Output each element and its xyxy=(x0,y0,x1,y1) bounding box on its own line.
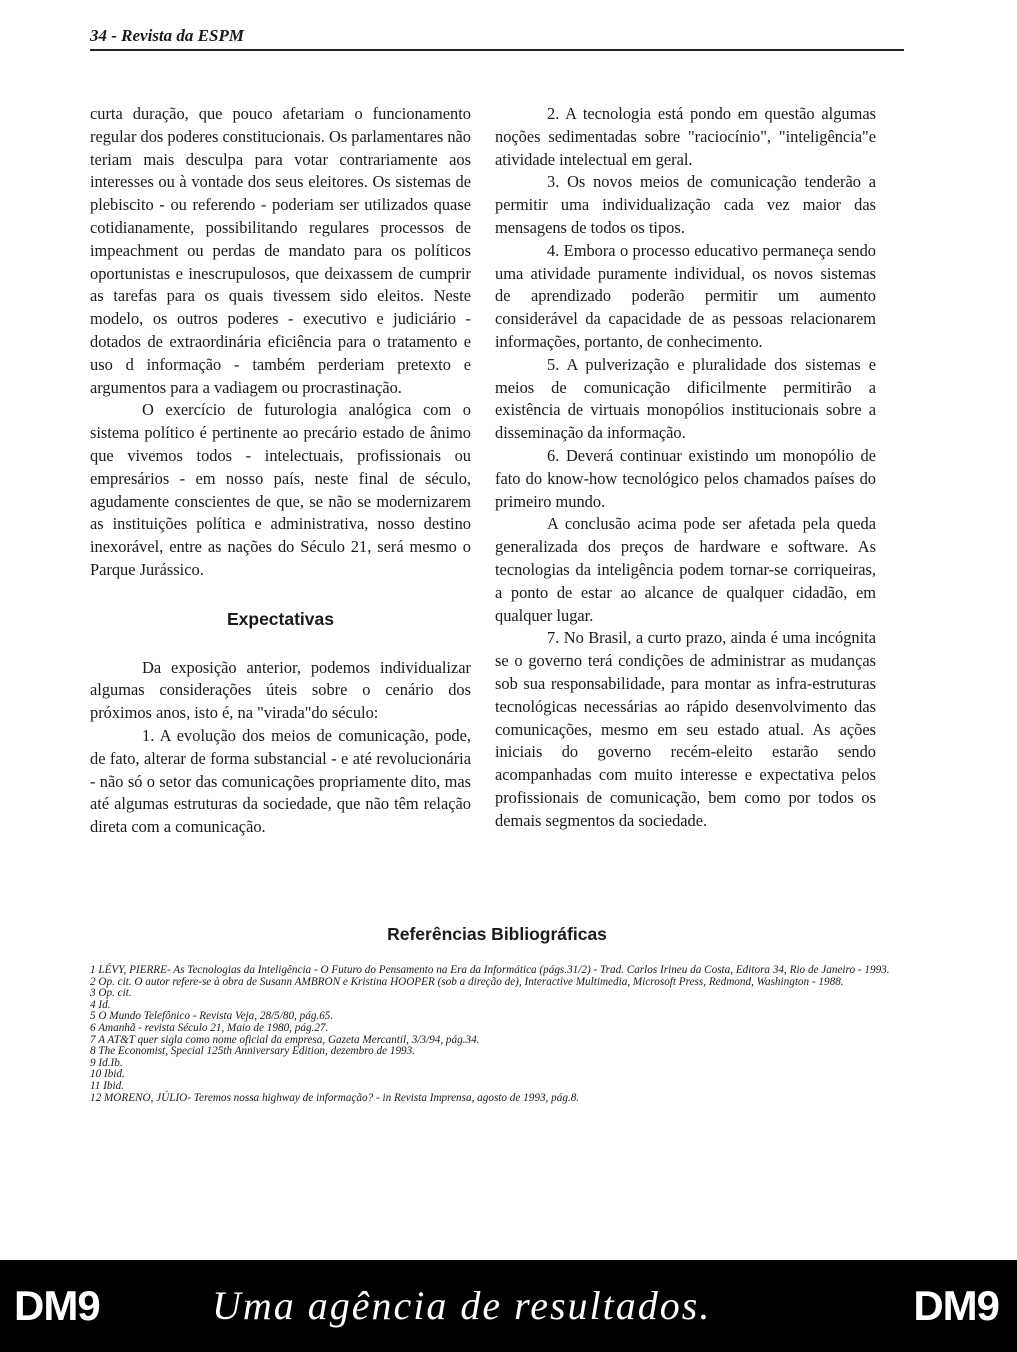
paragraph: 3. Os novos meios de comunicação tenderão a permitir uma individualização cada vez maior das mensagens de todos os tipos. xyxy=(495,172,876,237)
banner-slogan: Uma agência de resultados. xyxy=(212,1283,712,1328)
reference-item: 6 Amanhã - revista Século 21, Maio de 1980, pág.27. xyxy=(90,1021,329,1034)
paragraph: 1. A evolução dos meios de comunicação, pode, de fato, alterar de forma substancial - e até revolucionária - não só o setor das comunicações propriamente dito, mas até algumas estruturas da sociedade, que não têm relação direta com a comunicação. xyxy=(90,725,471,837)
reference-item: 5 O Mundo Telefônico - Revista Veja, 28/5/80, pág.65. xyxy=(90,1010,334,1023)
references-title: Referências Bibliográficas xyxy=(387,924,607,944)
advertisement-banner xyxy=(0,1260,1017,1352)
page-header xyxy=(90,26,904,51)
running-title: 34 - Revista da ESPM xyxy=(90,26,244,45)
paragraph: O exercício de futurologia analógica com o sistema político é pertinente ao precário estado de ânimo que vivemos todos - intelectuais, profissionais ou empresários - em nosso país, neste final de século, agudamente conscientes de que, se não se modernizarem as instituições política e administrativa, nosso destino inexorável, entre as nações do Século 21, será mesmo o Parque Jurássico. xyxy=(90,400,471,579)
paragraph: Da exposição anterior, podemos individualizar algumas considerações úteis sobre o cenário dos próximos anos, isto é, na "virada"do século: xyxy=(90,657,471,723)
reference-item: 2 Op. cit. O autor refere-se à obra de Susann AMBRON e Kristina HOOPER (sob a direção de), Interactive Multimedia, Microsoft Press, Redmond, Washington - 1988. xyxy=(90,975,844,988)
paragraph: 5. A pulverização e pluralidade dos sistemas e meios de comunicação dificilmente permitirão a existência de virtuais monopólios institucionais sobre a disseminação da informação. xyxy=(495,354,876,443)
reference-item: 1 LÉVY, PIERRE- As Tecnologias da Inteligência - O Futuro do Pensamento na Era da Informática (págs.31/2) - Trad. Carlos Irineu da Costa, Editora 34, Rio de Janeiro - 1993. xyxy=(90,964,890,976)
right-column xyxy=(495,103,876,833)
paragraph: 4. Embora o processo educativo permaneça sendo uma atividade puramente individual, os novos sistemas de aprendizado poderão permitir um aumento considerável da capacidade de as pessoas relacionarem informações, portanto, de conhecimento. xyxy=(495,240,876,351)
section-title: Expectativas xyxy=(226,608,334,629)
reference-item: 12 MORENO, JÚLIO- Teremos nossa highway de informação? - in Revista Imprensa, agosto de 1993, pág.8. xyxy=(90,1091,580,1104)
paragraph: curta duração, que pouco afetariam o funcionamento regular dos poderes constitucionais. Os parlamentares não teriam mais desculpa para votar contrariamente aos interesses ou à vontade dos seus eleitores. Os sistemas de plebiscito - ou referendo - poderiam ser utilizados quase cotidianamente, possibilitando regulares processos de impeachment ou perdas de mandato para os políticos oportunistas e inescrupulosos, que deixassem de cumprir as tarefas para os quais tivessem sido eleitos. Neste modelo, os outros poderes - executivo e judiciário - dotados de extraordinária eficiência para o tratamento e uso d informação - também perderiam pretexto e argumentos para a vadiagem ou procrastinação. xyxy=(90,104,471,397)
dm9-logo-left: DM9 xyxy=(14,1282,100,1329)
dm9-logo-right: DM9 xyxy=(913,1282,999,1329)
paragraph: 6. Deverá continuar existindo um monopólio de fato do know-how tecnológico pelos chamados países do primeiro mundo. xyxy=(495,445,876,511)
reference-item: 11 Ibid. xyxy=(90,1079,124,1092)
reference-item: 7 A AT&T quer sigla como nome oficial da empresa, Gazeta Mercantil, 3/3/94, pág.34. xyxy=(90,1033,480,1046)
references-section xyxy=(90,924,904,1104)
paragraph: 2. A tecnologia está pondo em questão algumas noções sedimentadas sobre "raciocínio", "inteligência"e atividade intelectual em geral. xyxy=(495,104,876,169)
paragraph: A conclusão acima pode ser afetada pela queda generalizada dos preços de hardware e software. As tecnologias da inteligência podem tornar-se corriqueiras, a ponto de estar ao alcance de qualquer cidadão, em qualquer lugar. xyxy=(495,514,876,625)
reference-item: 9 Id.Ib. xyxy=(90,1056,123,1069)
left-column xyxy=(90,103,471,839)
references-list xyxy=(90,965,904,1104)
paragraph: 7. No Brasil, a curto prazo, ainda é uma incógnita se o governo terá condições de administrar as mudanças sob sua responsabilidade, para montar as infra-estruturas tecnológicas necessárias ao rápido desenvolvimento das comunicações, mesmo em seu estado atual. As ações iniciais do governo recém-eleito estarão sendo acompanhadas com muito interesse e expectativa pelos profissionais de comunicação, bem como por todos os demais segmentos da sociedade. xyxy=(495,628,876,830)
reference-item: 3 Op. cit. xyxy=(90,987,132,1000)
reference-item: 4 Id. xyxy=(90,998,111,1011)
reference-item: 10 Ibid. xyxy=(90,1068,125,1081)
reference-item: 8 The Economist, Special 125th Anniversary Edition, dezembro de 1993. xyxy=(90,1045,416,1058)
